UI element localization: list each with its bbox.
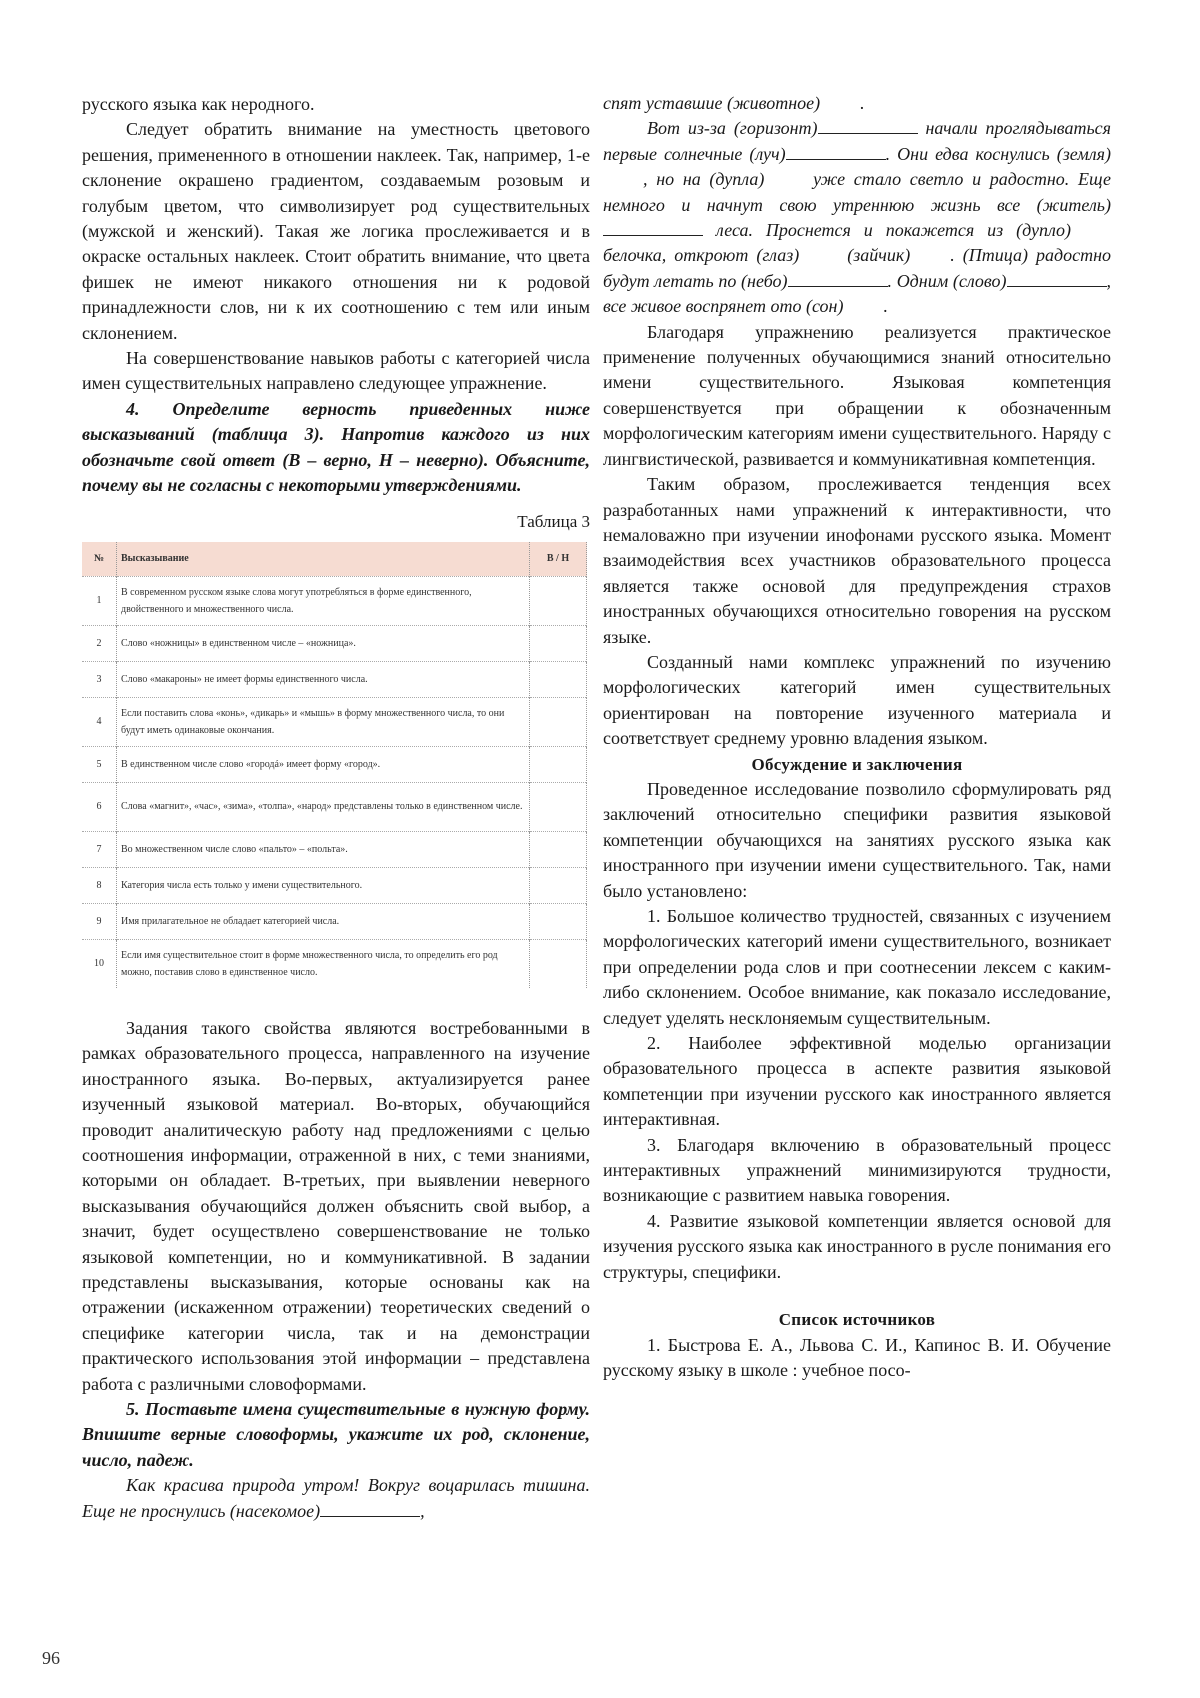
row-num: 4 [82,697,117,746]
fill-blank[interactable] [320,1500,420,1517]
exercise-fragment: (зайчик) [847,245,911,266]
row-statement: В единственном числе слово «городá» имеет форму «город». [117,746,530,782]
answer-cell[interactable] [530,867,587,903]
row-num: 9 [82,903,117,939]
row-statement: В современном русском языке слова могут употребляться в форме единственного, двойственного и множественного числа. [117,576,530,625]
exercise-fragment: уже стало светло и радостно. Еще немного и начнут свою утреннюю жизнь все (житель) [603,169,1112,215]
row-num: 1 [82,576,117,625]
table-row [82,625,587,661]
exercise-fragment: спят уставшие (животное) [603,93,821,113]
task-5-heading: 5. Поставьте имена существительные в нужную форму. Впишите верные словоформы, укажите их род, склонение, число, падеж. [82,1399,590,1470]
answer-cell[interactable] [530,903,587,939]
answer-cell[interactable] [530,661,587,697]
fill-blank[interactable] [818,117,918,134]
exercise-fragment: , но на (дупла) [643,169,765,190]
reference-item: 1. Быстрова Е. А., Львова С. И., Капинос В. И. Обучение русскому языку в школе : учебное посо- [603,1334,1111,1380]
fill-blank[interactable] [603,219,703,236]
answer-cell[interactable] [530,939,587,988]
fill-blank[interactable] [799,245,839,261]
table-row [82,867,587,903]
table-header-num: № [82,542,117,577]
row-num: 7 [82,831,117,867]
table-3 [82,542,587,988]
page-number: 96 [42,1648,60,1668]
fill-blank[interactable] [910,245,950,261]
exercise-fragment: Как красива природа утром! Вокруг воцарилась тишина. Еще не проснулись (насекомое) [82,1475,590,1521]
fill-blank[interactable] [788,270,888,287]
table-row [82,697,587,746]
right-column [603,91,1111,1383]
answer-cell[interactable] [530,831,587,867]
row-num: 8 [82,867,117,903]
exercise-fragment: . (Птица) [950,245,1028,266]
exercise-fragment: леса. Проснется и покажется из (дупло) [715,220,1072,241]
fill-blank[interactable] [1071,220,1111,236]
conclusion-item: 4. Развитие языковой компетенции является основой для изучения русского языка как иностранного в русле понимания его структуры, специфики. [603,1210,1111,1282]
paragraph: Следует обратить внимание на уместность цветового решения, примененного в отношении наклеек. Так, например, 1-е склонение окрашено градиентом, создаваемым розовым и голубым цветом, что символизирует род существительных (мужской и женский). Такая же логика прослеживается и в окраске остальных наклеек. Стоит обратить внимание, что цвета фишек не имеют никакого отношения ни к родовой принадлежности слов, ни к их соотношению с тем или иным склонением. [82,119,590,343]
exercise-fragment: начали проглядываться первые солнечные (луч) [603,118,1111,164]
row-statement: Слово «макароны» не имеет формы единственного числа. [117,661,530,697]
fill-blank[interactable] [764,169,804,185]
exercise-fragment: , все живое воспрянет ото (сон) [603,270,1111,317]
row-statement: Слово «ножницы» в единственном числе – «ножница». [117,625,530,661]
table-row [82,661,587,697]
paragraph: Проведенное исследование позволило сформулировать ряд заключений относительно специфики развития языковой компетенции обучающихся на занятиях русского языка как иностранного при изучении имени существительного. Так, нами было установлено: [603,778,1111,901]
exercise-text: Вот из-за (горизонт) начали проглядываться первые солнечные (луч) . Они едва коснулись (земля), но на (дупла) уже стало светло и радостно. Еще немного и начнут свою утреннюю жизнь все (житель) леса. Проснется и покажется из (дупло) белочка, откроют (глаз) (зайчик) . (Птица) радостно будут летать по (небо) . Одним (слово) , все живое воспрянет ото (сон) . [603,118,1112,317]
exercise-fragment: радостно будут летать по (небо) [603,245,1111,291]
row-statement: Если имя существительное стоит в форме множественного числа, то определить его род можно, поставив слово в единственное число. [117,939,530,988]
answer-cell[interactable] [530,697,587,746]
exercise-fragment: . Одним (слово) [887,270,1007,291]
answer-cell[interactable] [530,746,587,782]
table-row [82,831,587,867]
row-num: 5 [82,746,117,782]
paragraph: Задания такого свойства являются востребованными в рамках образовательного процесса, направленного на изучение иностранного языка. Во-первых, актуализируется ранее изученный языковой материал. Во-вторых, обучающийся проводит аналитическую работу над предложениями с целью соотношения информации, отраженной в них, с теми знаниями, которыми он обладает. В-третьих, при выявлении неверного высказывания обучающийся должен объяснить свой выбор, а значит, будет осуществлено совершенствование не только языковой компетенции, но и коммуникативной. В задании представлены высказывания, которые основаны как на отражении (искаженном отражении) теоретических сведений о специфике категории числа, так и на демонстрации практического использования этой информации – представлена работа с различными словоформами. [82,1017,590,1394]
exercise-text: спят уставшие (животное) . [603,93,865,113]
table-header-answer: В / Н [530,542,587,577]
paragraph: Созданный нами комплекс упражнений по изучению морфологических категорий имен существительных ориентирован на повторение изученного материала и соответствует среднему уровню владения языком. [603,651,1111,749]
conclusion-item: 2. Наиболее эффективной моделью организации образовательного процесса в аспекте развития языковой компетенции при изучении русского как иностранного является интерактивная. [603,1033,1111,1130]
table-row [82,939,587,988]
row-num: 10 [82,939,117,988]
left-column [82,92,590,1524]
paragraph: Благодаря упражнению реализуется практическое применение полученных обучающимися знаний относительно имени существительного. Языковая компетенция совершенствуется при обращении к обозначенным морфологическим категориям имени существительного. Наряду с лингвистической, развивается и коммуникативная компетенция. [603,321,1111,469]
exercise-fragment: Вот из-за (горизонт) [647,118,818,139]
row-num: 3 [82,661,117,697]
task-4-heading: 4. Определите верность приведенных ниже высказываний (таблица 3). Напротив каждого из них обозначьте свой ответ (В – верно, Н – неверно). Объясните, почему вы не согласны с некоторыми утверждениями. [82,398,590,496]
table-header-statement: Высказывание [117,542,530,577]
section-heading: Обсуждение и заключения [751,754,963,774]
conclusion-item: 1. Большое количество трудностей, связанных с изучением морфологических категорий имени существительного, возникает при определении рода слов и при соотнесении лексем с каким-либо склонением. Особое внимание, как показало исследование, следует уделять несклоняемым существительным. [603,906,1111,1028]
row-num: 6 [82,782,117,831]
row-statement: Слова «магнит», «час», «зима», «толпа», «народ» представлены только в единственном числе. [117,782,530,831]
answer-cell[interactable] [530,625,587,661]
references-heading: Список источников [778,1310,936,1330]
answer-cell[interactable] [530,782,587,831]
row-statement: Категория числа есть только у имени существительного. [117,867,530,903]
fill-blank[interactable] [1007,270,1107,287]
table-row [82,903,587,939]
conclusion-item: 3. Благодаря включению в образовательный процесс интерактивных упражнений минимизируются трудности, возникающие с развитием навыка говорения. [603,1134,1111,1206]
table-row [82,782,587,831]
fill-blank[interactable] [843,296,883,312]
exercise-fragment: Они едва коснулись (земля) [897,143,1111,164]
row-statement: Имя прилагательное не обладает категорией числа. [117,903,530,939]
fill-blank[interactable] [603,169,643,185]
exercise-fragment: белочка, откроют (глаз) [603,245,800,266]
answer-cell[interactable] [530,576,587,625]
fill-blank[interactable] [820,93,860,109]
paragraph: Таким образом, прослеживается тенденция всех разработанных нами упражнений к интерактивности, что немаловажно при изучении инофонами русского языка. Момент взаимодействия всех участников образовательного процесса является также основой для предупреждения страхов иностранных обучающихся относительно говорения на русском языке. [603,474,1111,647]
row-statement: Если поставить слова «конь», «дикарь» и «мышь» в форму множественного числа, то они будут иметь одинаковые окончания. [117,697,530,746]
fill-blank[interactable] [786,143,886,160]
table-row [82,576,587,625]
row-statement: Во множественном числе слово «пальто» – «польта». [117,831,530,867]
paragraph: русского языка как неродного. [82,94,315,114]
paragraph: На совершенствование навыков работы с категорией числа имен существительных направлено следующее упражнение. [82,348,590,394]
row-num: 2 [82,625,117,661]
table-caption: Таблица 3 [517,511,590,531]
exercise-text: Как красива природа утром! Вокруг воцарилась тишина. Еще не проснулись (насекомое) , [82,1475,590,1521]
table-row [82,746,587,782]
